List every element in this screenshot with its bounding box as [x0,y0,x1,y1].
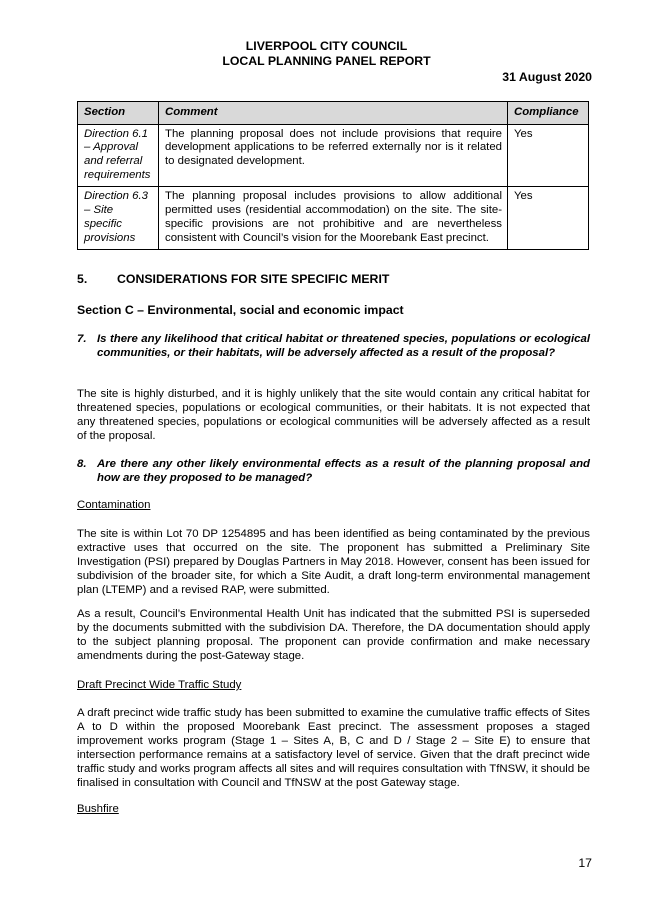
question-7-text: Is there any likelihood that critical habitat or threatened species, populations or ecological communities, or their habitats, will be adversely affected as a result of the proposal? [97,333,590,359]
question-8 [77,458,590,486]
comment-cell: The planning proposal does not include provisions that require development applications to be referred externally nor is it related to designated development. [159,124,508,187]
column-header-comment: Comment [159,102,508,125]
traffic-paragraph: A draft precinct wide traffic study has been submitted to examine the cumulative traffic effects of Sites A to D within the proposed Moorebank East precinct. The assessment proposes a staged improvement works program (Stage 1 – Sites A, B, C and D / Stage 2 – Site E) to ensure that intersection performance remains at a satisfactory level of service. Given that the draft precinct wide traffic study and works program affects all sites and will requires consultation with TfNSW, it should be finalised in consultation with Council and TfNSW at the post Gateway stage. [77,707,590,789]
section-cell: Direction 6.3 – Site specific provisions [78,187,159,250]
section-5-number: 5. [77,272,88,286]
compliance-table [77,101,589,250]
question-7-number: 7. [77,333,87,345]
bushfire-heading: Bushfire [77,803,119,815]
section-cell: Direction 6.1 – Approval and referral requirements [78,124,159,187]
table-row [78,187,589,250]
contamination-heading: Contamination [77,499,151,511]
question-7 [77,333,590,361]
column-header-section: Section [78,102,159,125]
council-name: LIVERPOOL CITY COUNCIL [245,39,408,53]
table-header-row [78,102,589,125]
question-8-number: 8. [77,458,87,470]
section-c-heading: Section C – Environmental, social and economic impact [77,303,404,317]
page-number: 17 [578,856,592,870]
traffic-heading: Draft Precinct Wide Traffic Study [77,679,242,691]
report-title: LOCAL PLANNING PANEL REPORT [222,54,431,68]
section-5-title: CONSIDERATIONS FOR SITE SPECIFIC MERIT [117,272,390,286]
compliance-cell: Yes [508,124,589,187]
report-date: 31 August 2020 [502,70,592,84]
section-5-heading [77,272,590,287]
contamination-paragraph-2: As a result, Council’s Environmental Health Unit has indicated that the submitted PSI is superseded by the documents submitted with the subdivision DA. Therefore, the DA documentation should apply to the subject planning proposal. The proponent can provide confirmation and make necessary amendments during the post-Gateway stage. [77,608,590,662]
table-row [78,124,589,187]
contamination-paragraph-1: The site is within Lot 70 DP 1254895 and has been identified as being contaminated by the previous extractive uses that occurred on the site. The proponent has submitted a Preliminary Site Investigation (PSI) prepared by Douglas Partners in May 2018. However, consent has been issued for subdivision of the broader site, for which a Site Audit, a draft long-term environmental management plan (LTEMP) and a revised RAP, were submitted. [77,528,590,596]
question-7-answer: The site is highly disturbed, and it is highly unlikely that the site would contain any critical habitat for threatened species, populations or ecological communities, or their habitats. It is not expected that any threatened species, populations or ecological communities will be adversely affected as a result of the proposal. [77,388,590,442]
comment-cell: The planning proposal includes provisions to allow additional permitted uses (residential accommodation) on the site. The site-specific provisions are not prohibitive and are nevertheless consistent with Council’s vision for the Moorebank East precinct. [159,187,508,250]
column-header-compliance: Compliance [508,102,589,125]
compliance-cell: Yes [508,187,589,250]
question-8-text: Are there any other likely environmental effects as a result of the planning proposal and how are they proposed to be managed? [97,458,590,484]
